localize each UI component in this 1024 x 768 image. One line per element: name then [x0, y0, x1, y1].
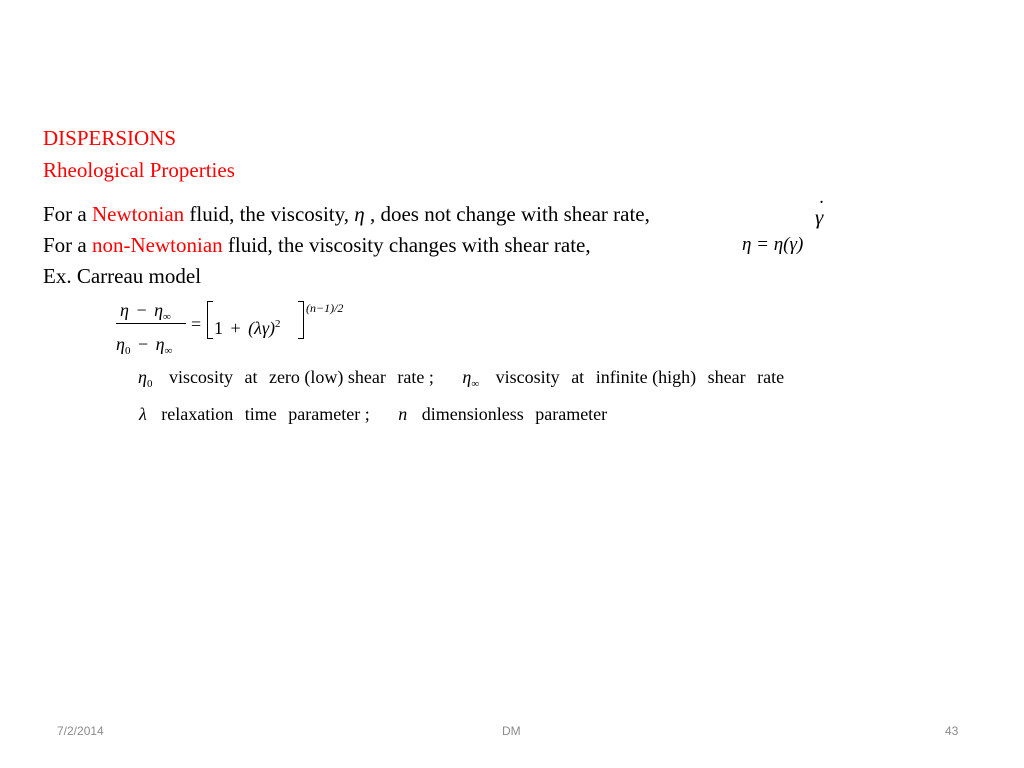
- non-newtonian-term: non-Newtonian: [92, 233, 223, 257]
- n-symbol: n: [398, 404, 408, 424]
- newtonian-term: Newtonian: [92, 202, 185, 226]
- viscosity-function-formula: [742, 234, 803, 256]
- footer-date: 7/2/2014: [57, 724, 104, 738]
- eta-infinity-symbol: η: [462, 367, 472, 387]
- eta-symbol: η: [354, 202, 365, 226]
- viscosity-function-text: η = η(γ): [742, 234, 804, 255]
- line1-prefix: For a: [43, 202, 92, 226]
- right-bracket: [298, 301, 304, 339]
- definition-row-zero-infinite: $\eta_0$ viscosity at zero (low) shear rate ; $\eta_\infty$ viscosity at infinite (high) shear rate: [138, 367, 785, 390]
- line2-prefix: For a: [43, 233, 92, 257]
- equation-exponent: (n−1)/2: [306, 301, 344, 315]
- lambda-symbol: λ: [139, 404, 147, 424]
- footer-page-number: 43: [945, 724, 959, 738]
- slide-subtitle: Rheological Properties: [43, 158, 235, 182]
- fraction-bar: [116, 323, 186, 324]
- non-newtonian-line: [43, 233, 591, 257]
- shear-rate-symbol: ˙ γ: [815, 205, 823, 230]
- equation-denominator: $\eta_0 - \eta_\infty$: [116, 334, 173, 357]
- line1-middle: fluid, the viscosity,: [184, 202, 355, 226]
- definition-row-lambda-n: λ relaxation time parameter ; n dimensionless parameter: [139, 404, 608, 424]
- line2-suffix: fluid, the viscosity changes with shear rate,: [222, 233, 591, 257]
- equation-numerator: $\eta - \eta_\infty$: [120, 300, 171, 323]
- newtonian-line: [43, 202, 650, 226]
- carreau-line: Ex. Carreau model: [43, 264, 202, 288]
- eta-zero-symbol: η: [138, 367, 147, 387]
- slide-title: DISPERSIONS: [43, 126, 177, 150]
- line1-suffix: , does not change with shear rate,: [364, 202, 650, 226]
- bracket-content: $1 + (\lambda\gamma)^2$: [214, 318, 281, 338]
- equals-sign: =: [191, 314, 202, 334]
- footer-center: DM: [502, 724, 521, 738]
- left-bracket: [207, 301, 213, 339]
